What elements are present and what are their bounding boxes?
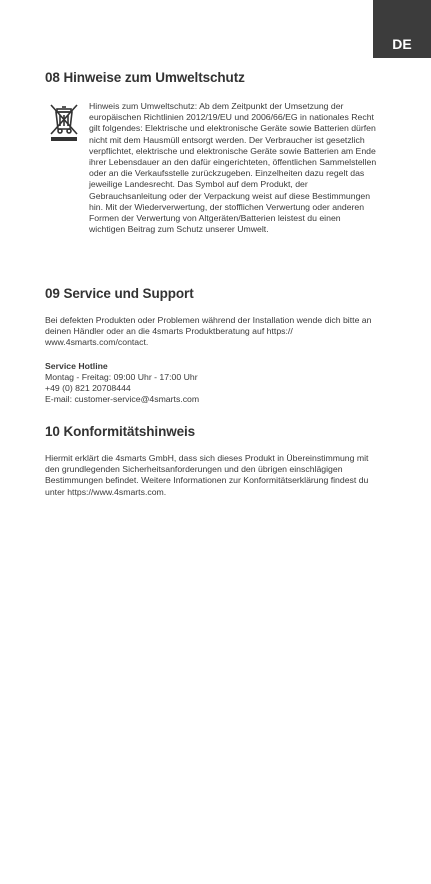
service-phone: +49 (0) 821 20708444 (45, 383, 131, 394)
weee-crossed-bin-icon (45, 101, 83, 235)
section-service (45, 286, 377, 405)
service-hours: Montag - Freitag: 09:00 Uhr - 17:00 Uhr (45, 371, 198, 382)
section-conformity (45, 424, 377, 498)
language-tab (373, 0, 431, 58)
heading-environment: 08 Hinweise zum Umweltschutz (45, 70, 245, 85)
service-email: E-mail: customer-service@4smarts.com (45, 394, 200, 405)
heading-conformity: 10 Konformitätshinweis (45, 424, 196, 439)
conformity-text: Hiermit erklärt die 4smarts GmbH, dass sich dieses Produkt in Übereinstimmung mit den grundlegenden Sicherheitsanforderungen und den übrigen einschlägigen Bestimmungen befindet. Weitere Informationen zur Konformitätserklärung findest du unter https://www.4smarts.com. (45, 453, 369, 497)
language-tab-label: DE (392, 36, 412, 52)
service-text: Bei defekten Produkten oder Problemen während der Installation wende dich bitte an deinen Händler oder an die 4smarts Produktberatung auf https:// www.4smarts.com/contact. (45, 315, 372, 348)
heading-service: 09 Service und Support (45, 286, 194, 301)
service-hotline-title: Service Hotline (45, 360, 108, 371)
environment-text: Hinweis zum Umweltschutz: Ab dem Zeitpunkt der Umsetzung der europäischen Richtlinien 2012/19/EU und 2006/66/EG in nationales Recht gilt folgendes: Elektrische und elektronische Geräte sowie Batterien dürfen nicht mit dem Hausmüll entsorgt werden. Der Verbraucher ist gesetzlich verpflichtet, elektrische und elektronische Geräte sowie Batterien am Ende ihrer Lebensdauer an den dafür eingerichteten, öffentlichen Sammelstellen oder an die Verkaufsstelle zurückzugeben. Einzelheiten dazu regelt das jeweilige Landesrecht. Das Symbol auf dem Produkt, der Gebrauchsanleitung oder der Verpackung weist auf diese Bestimmungen hin. Mit der Wiederverwertung, der stofflichen Verwertung oder anderen Formen der Verwertung von Altgeräten/Batterien leistest du einen wichtigen Beitrag zum Schutz unserer Umwelt. (89, 101, 377, 235)
section-environment (45, 70, 377, 235)
